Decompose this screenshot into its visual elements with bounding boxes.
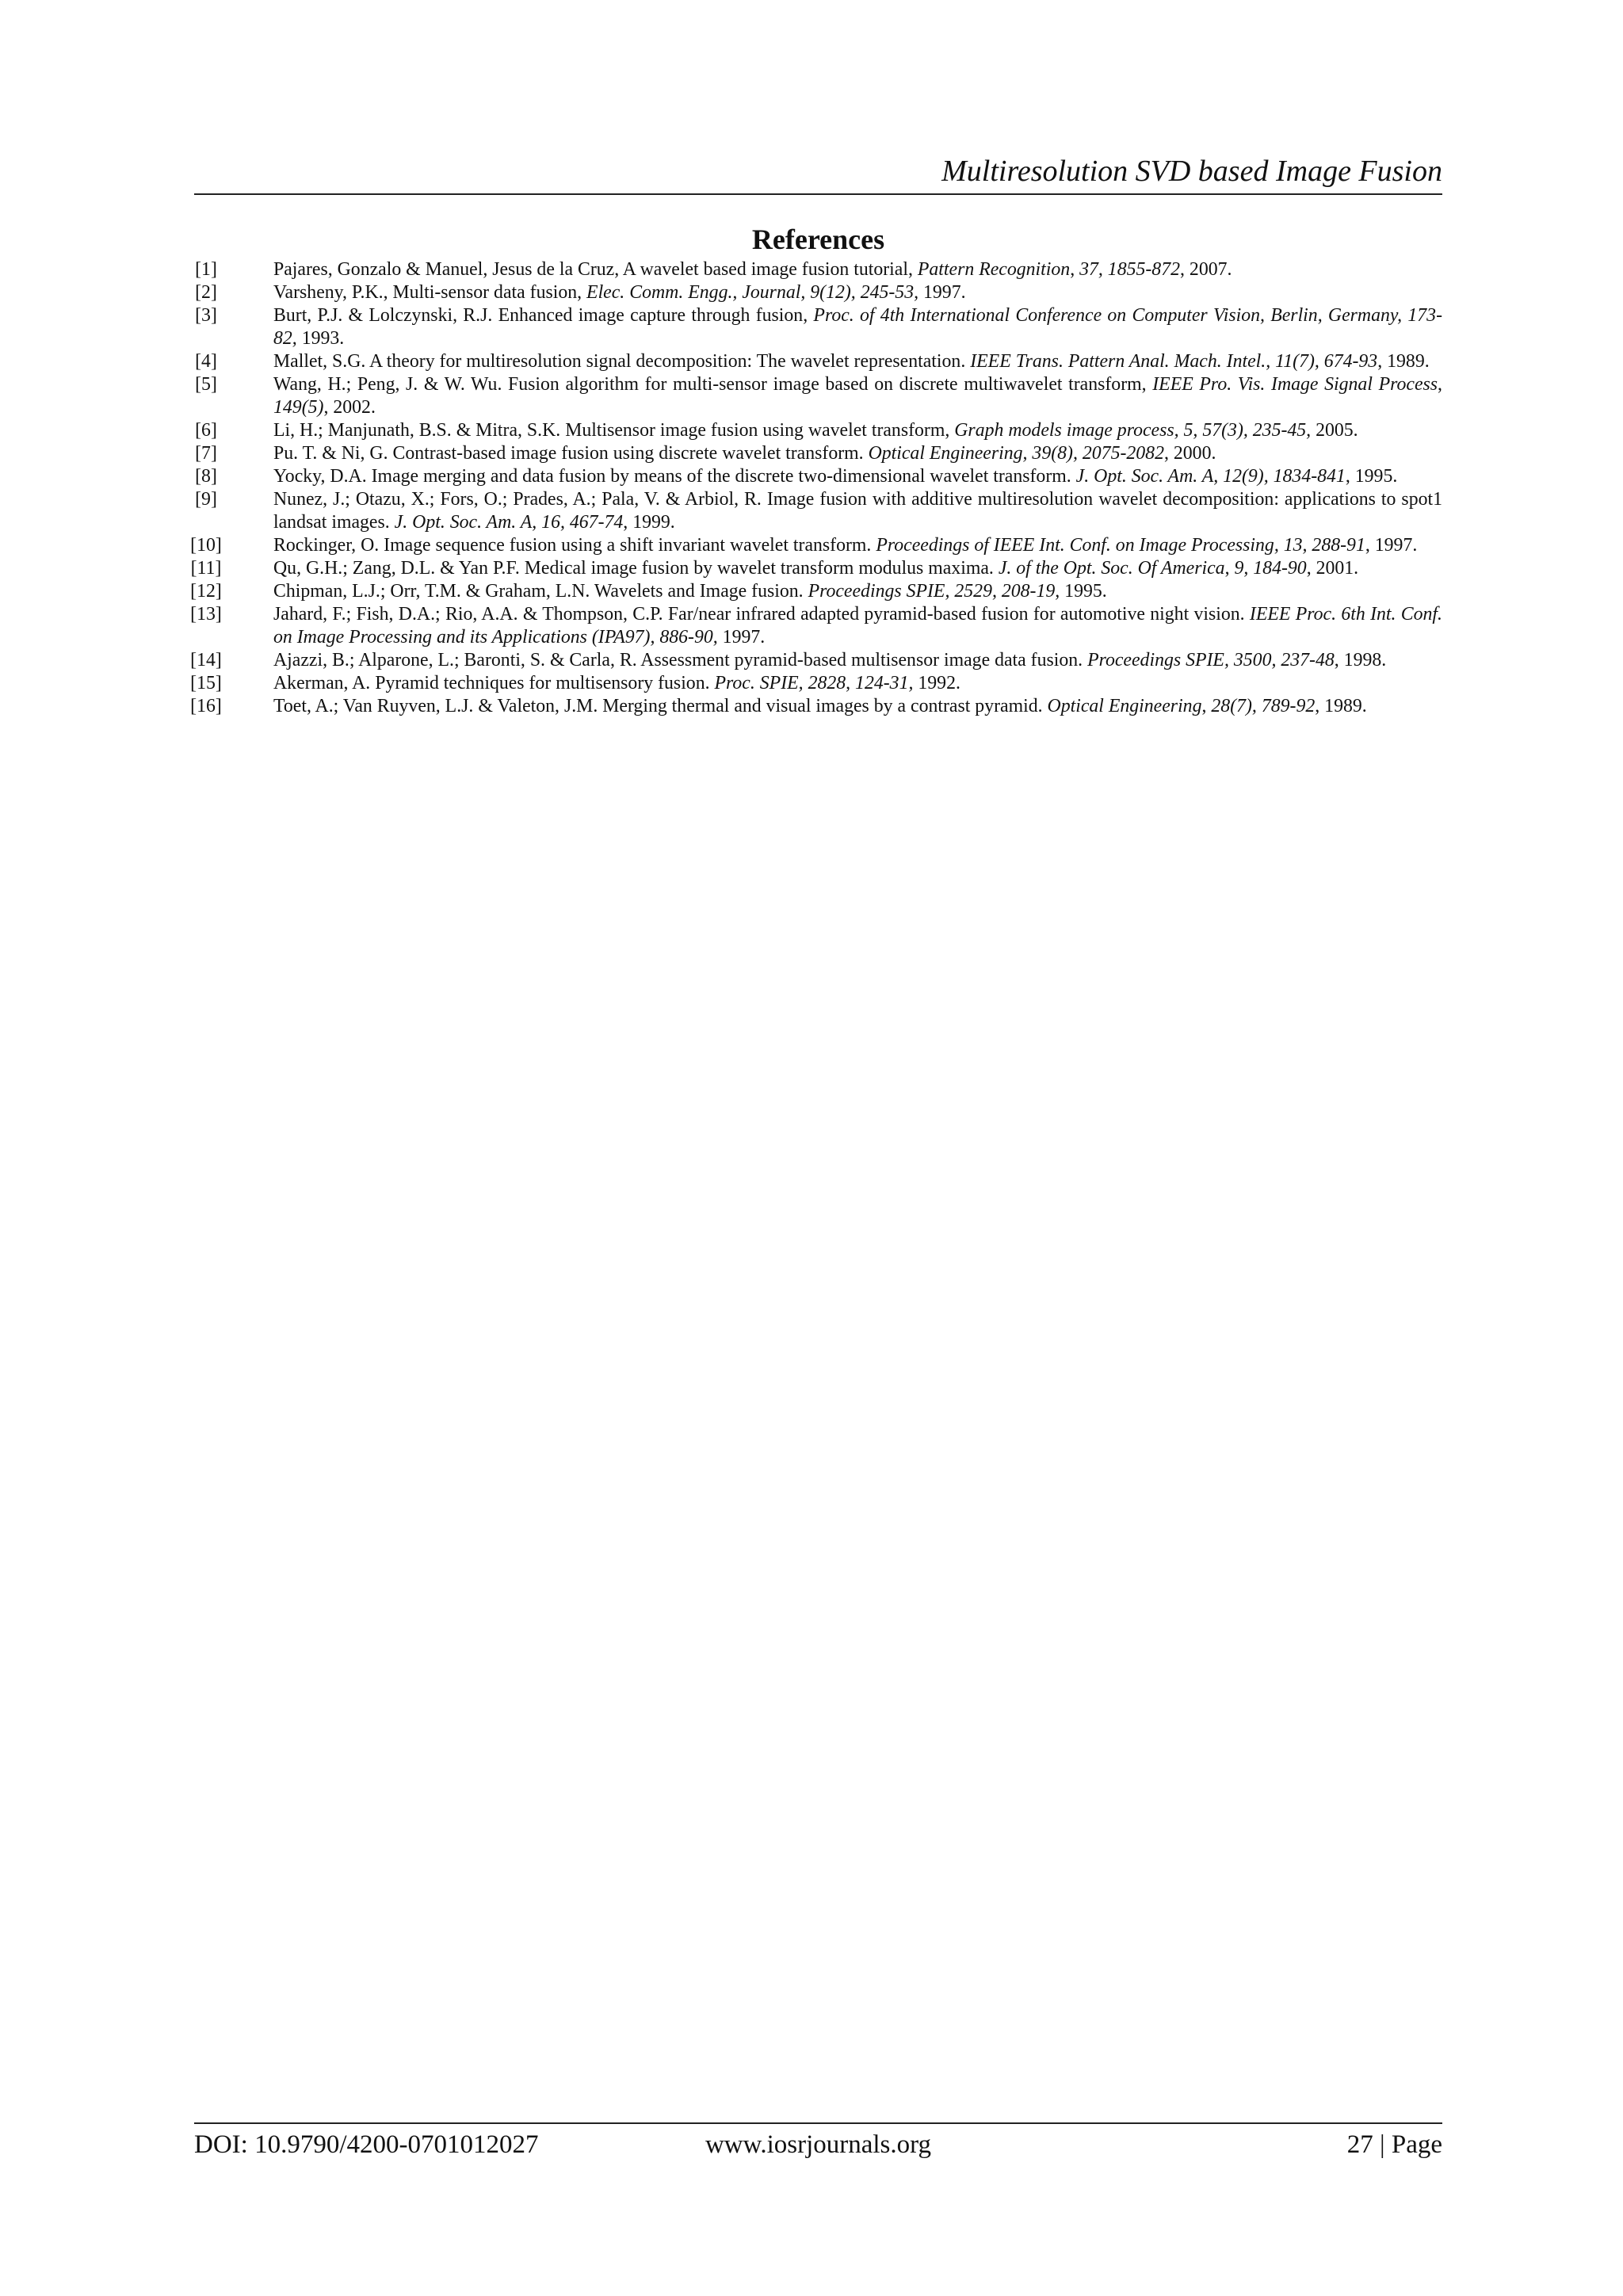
reference-source: IEEE Pro. Vis. Image Signal Process — [1152, 374, 1438, 395]
reference-source: J. Opt. Soc. Am. A, 16, 467-74 — [394, 512, 624, 533]
reference-text — [273, 581, 1107, 602]
reference-segment: , 1989. — [1377, 351, 1430, 372]
reference-text — [273, 696, 1367, 716]
reference-source: Proceedings SPIE, 3500, 237-48 — [1087, 650, 1335, 670]
reference-item — [178, 419, 1442, 442]
reference-item — [178, 350, 1442, 373]
footer-website: www.iosrjournals.org — [705, 2130, 932, 2159]
header-divider — [194, 193, 1442, 195]
reference-source: Proc. of 4th International Conference on Computer Vision, Berlin, Germany, 173-82, — [273, 305, 1442, 349]
reference-segment: Toet, A.; Van Ruyven, L.J. & Valeton, J.M. Merging thermal and visual images by a contrast pyramid. — [273, 696, 1048, 716]
reference-number: [10] — [190, 535, 222, 556]
reference-segment: Pajares, Gonzalo & Manuel, Jesus de la Cruz, A wavelet based image fusion tutorial, — [273, 259, 918, 280]
reference-segment: Chipman, L.J.; Orr, T.M. & Graham, L.N. Wavelets and Image fusion. — [273, 581, 808, 602]
reference-number: [16] — [190, 696, 222, 716]
reference-segment: , — [1201, 696, 1212, 716]
reference-segment: Qu, G.H.; Zang, D.L. & Yan P.F. Medical image fusion by wavelet transform modulus maxima. — [273, 558, 999, 579]
reference-segment: , — [1224, 558, 1235, 579]
reference-segment: Mallet, S.G. A theory for multiresolution signal decomposition: The wavelet representation. — [273, 351, 971, 372]
reference-number: [7] — [195, 443, 217, 464]
reference-number: [2] — [195, 282, 217, 303]
reference-segment: Ajazzi, B.; Alparone, L.; Baronti, S. & Carla, R. Assessment pyramid-based multisensor image data fusion. — [273, 650, 1088, 670]
reference-source: 9, 184-90 — [1234, 558, 1307, 579]
reference-segment: Jahard, F.; Fish, D.A.; Rio, A.A. & Thompson, C.P. Far/near infrared adapted pyramid-based fusion for automotive night vision. — [273, 604, 1250, 625]
reference-source: Proceedings SPIE, 2529, 208-19, — [808, 581, 1060, 602]
reference-segment: , 1998. — [1334, 650, 1387, 670]
reference-segment: , 1995. — [1345, 466, 1398, 487]
reference-text — [273, 420, 1358, 441]
reference-item — [178, 695, 1442, 718]
reference-text — [273, 259, 1232, 280]
reference-segment: Varsheny, P.K., Multi-sensor data fusion, — [273, 282, 587, 303]
reference-segment: , 2001. — [1306, 558, 1359, 579]
reference-source: Pattern Recognition — [917, 259, 1071, 280]
reference-source: Proc. SPIE, 2828, 124-31, — [714, 673, 914, 693]
reference-segment: 1997. — [717, 627, 766, 648]
footer-page-number: 27 | Page — [1346, 2130, 1442, 2159]
reference-text — [273, 305, 1442, 349]
reference-segment: 2005. — [1311, 420, 1358, 441]
reference-segment: 1992. — [913, 673, 960, 693]
reference-segment: 1993. — [296, 328, 345, 349]
reference-item — [178, 649, 1442, 672]
reference-text — [273, 673, 960, 693]
reference-item — [178, 488, 1442, 534]
reference-segment: , 2007. — [1180, 259, 1232, 280]
reference-segment: 1995. — [1060, 581, 1107, 602]
section-title: References — [751, 223, 885, 255]
reference-segment: Pu. T. & Ni, G. Contrast-based image fusion using discrete wavelet transform. — [273, 443, 869, 464]
reference-source: 37, 1855-872 — [1079, 259, 1181, 280]
reference-item — [178, 557, 1442, 580]
reference-segment: , 1997. — [1365, 535, 1418, 556]
footer-doi: DOI: 10.9790/4200-0701012027 — [194, 2130, 539, 2159]
reference-source: Proceedings of IEEE Int. Conf. on Image Processing, 13, 288-91 — [876, 535, 1365, 556]
reference-segment: , — [1438, 374, 1442, 395]
reference-segment: Li, H.; Manjunath, B.S. & Mitra, S.K. Multisensor image fusion using wavelet transform, — [273, 420, 955, 441]
reference-item — [178, 603, 1442, 649]
reference-text — [273, 558, 1358, 579]
reference-source: 28(7), 789-92 — [1211, 696, 1316, 716]
reference-item — [178, 534, 1442, 557]
reference-source: J. of the Opt. Soc. Of America — [998, 558, 1225, 579]
reference-source: IEEE Proc. 6th Int. Conf. on Image Processing and its Applications (IPA97), 886-90, — [273, 604, 1442, 648]
reference-number: [14] — [190, 650, 222, 670]
reference-segment: Rockinger, O. Image sequence fusion using a shift invariant wavelet transform. — [273, 535, 876, 556]
reference-segment: , — [1070, 259, 1080, 280]
reference-text — [273, 351, 1430, 372]
reference-segment: , 2002. — [323, 397, 376, 418]
reference-text — [273, 535, 1417, 556]
reference-text — [273, 374, 1442, 418]
reference-text — [273, 443, 1216, 464]
reference-text — [273, 489, 1442, 533]
reference-segment: , 2000. — [1163, 443, 1216, 464]
reference-segment: Burt, P.J. & Lolczynski, R.J. Enhanced image capture through fusion, — [273, 305, 814, 326]
reference-item — [178, 672, 1442, 695]
reference-number: [13] — [190, 604, 222, 625]
reference-source: J. Opt. Soc. Am. A, 12(9), 1834-841 — [1075, 466, 1346, 487]
reference-source: Optical Engineering — [1047, 696, 1202, 716]
reference-text — [273, 282, 966, 303]
reference-number: [9] — [195, 489, 217, 510]
reference-segment: , 1999. — [623, 512, 675, 533]
reference-item — [178, 304, 1442, 350]
reference-segment: Yocky, D.A. Image merging and data fusion by means of the discrete two-dimensional wavelet transform. — [273, 466, 1076, 487]
reference-number: [11] — [190, 558, 222, 579]
reference-item — [178, 281, 1442, 304]
running-title: Multiresolution SVD based Image Fusion — [941, 155, 1442, 188]
reference-item — [178, 373, 1442, 419]
reference-number: [3] — [195, 305, 217, 326]
reference-text — [273, 650, 1386, 670]
reference-list — [178, 258, 1442, 718]
reference-number: [1] — [195, 259, 217, 280]
reference-segment: , 1989. — [1315, 696, 1367, 716]
reference-number: [6] — [195, 420, 217, 441]
reference-source: Elec. Comm. Engg., Journal, 9(12), 245-53, — [586, 282, 919, 303]
reference-segment: 1997. — [918, 282, 966, 303]
reference-text — [273, 604, 1442, 648]
reference-source: IEEE Trans. Pattern Anal. Mach. Intel., 11(7), 674-93 — [970, 351, 1378, 372]
reference-segment: Wang, H.; Peng, J. & W. Wu. Fusion algorithm for multi-sensor image based on discrete multiwavelet transform, — [273, 374, 1153, 395]
reference-number: [5] — [195, 374, 217, 395]
reference-number: [12] — [190, 581, 222, 602]
reference-source: 149(5) — [273, 397, 324, 418]
reference-number: [4] — [195, 351, 217, 372]
reference-source: Optical Engineering, 39(8), 2075-2082 — [868, 443, 1164, 464]
reference-item — [178, 442, 1442, 465]
reference-text — [273, 466, 1397, 487]
reference-item — [178, 258, 1442, 281]
reference-segment: Nunez, J.; Otazu, X.; Fors, O.; Prades, A.; Pala, V. & Arbiol, R. Image fusion with additive multiresolution wavelet decomposition: applications to spot1 landsat images. — [273, 489, 1442, 533]
reference-number: [15] — [190, 673, 222, 693]
reference-source: Graph models image process, 5, 57(3), 235-45, — [954, 420, 1312, 441]
footer-divider — [194, 2122, 1442, 2124]
reference-segment: Akerman, A. Pyramid techniques for multisensory fusion. — [273, 673, 715, 693]
reference-number: [8] — [195, 466, 217, 487]
reference-item — [178, 580, 1442, 603]
reference-item — [178, 465, 1442, 488]
